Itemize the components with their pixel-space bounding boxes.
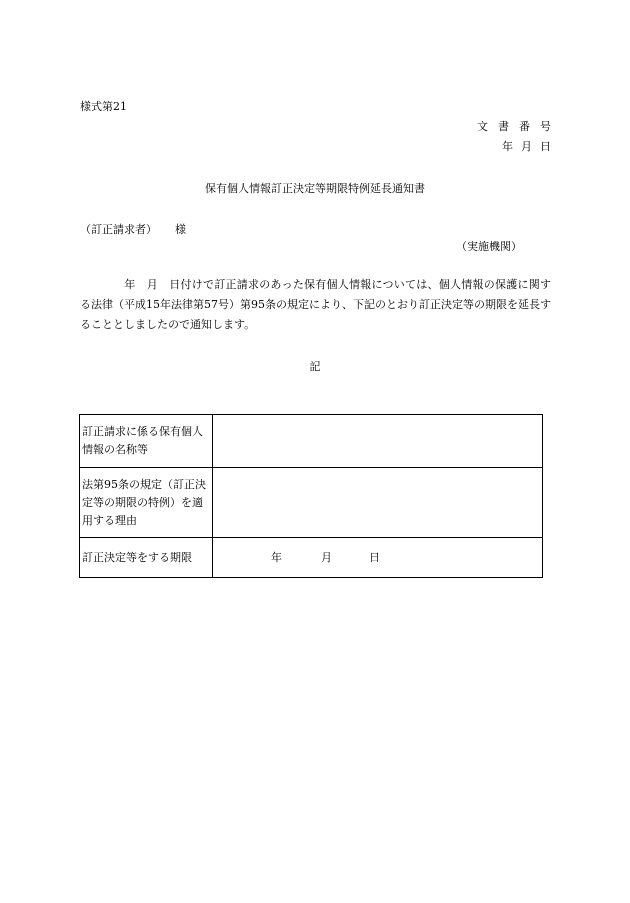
row-label-reason: 法第95条の規定（訂正決定等の期限の特例）を適用する理由 <box>80 468 213 538</box>
table-row <box>80 468 543 538</box>
addressee-honorific: 様 <box>175 223 186 236</box>
deadline-day-label: 日 <box>369 550 380 564</box>
issuing-agency: （実施機関） <box>456 240 522 253</box>
row-value-information-name <box>213 415 543 468</box>
row-label-deadline: 訂正決定等をする期限 <box>80 538 213 578</box>
row-value-deadline <box>213 538 543 578</box>
document-number-label: 文書番号 <box>477 120 561 133</box>
body-paragraph <box>80 275 551 335</box>
deadline-year-label: 年 <box>271 550 282 564</box>
table-row <box>80 415 543 468</box>
detail-table <box>79 414 543 578</box>
form-number: 様式第21 <box>80 100 127 113</box>
table-row <box>80 538 543 578</box>
deadline-date-fields <box>215 549 540 567</box>
addressee-name: （訂正請求者） <box>80 223 157 236</box>
addressee <box>80 221 186 237</box>
ki-heading: 記 <box>309 360 321 373</box>
row-label-information-name: 訂正請求に係る保有個人情報の名称等 <box>80 415 213 468</box>
deadline-month-label: 月 <box>321 550 332 564</box>
document-date-label: 年月日 <box>502 140 559 153</box>
document-title: 保有個人情報訂正決定等期限特例延長通知書 <box>205 182 425 195</box>
row-value-reason <box>213 468 543 538</box>
body-text: 年 月 日付けで訂正請求のあった保有個人情報については、個人情報の保護に関する法律（平成15年法律第57号）第95条の規定により、下記のとおり訂正決定等の期限を延長することとしましたので通知します。 <box>80 278 551 331</box>
